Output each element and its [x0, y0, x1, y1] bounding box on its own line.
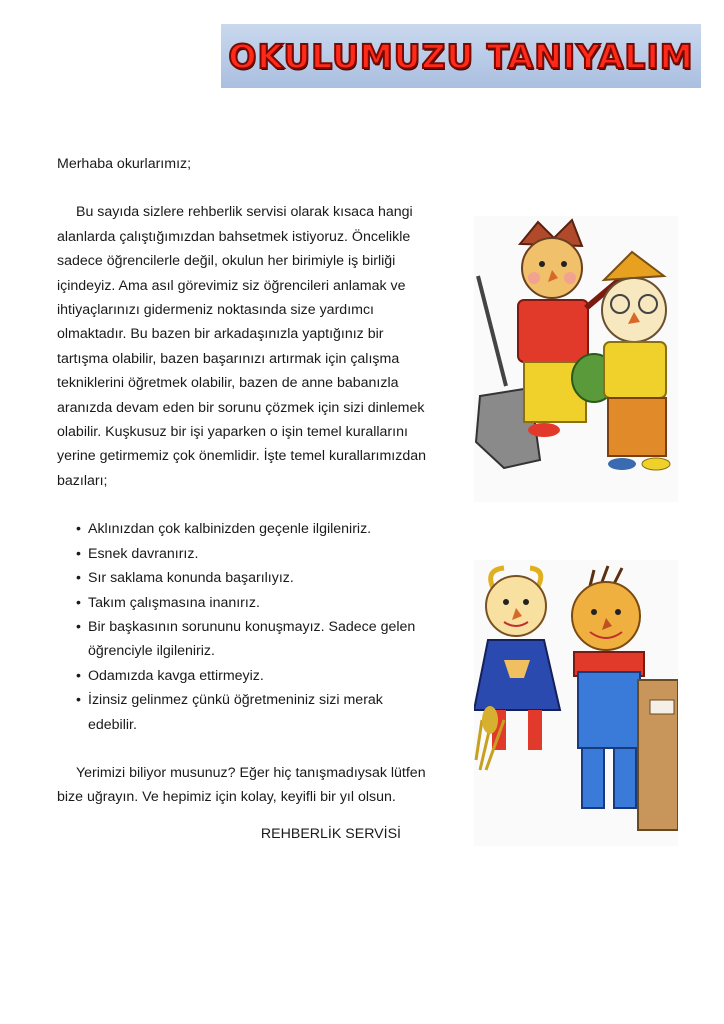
list-item: • Bir başkasının sorununu konuşmayız. Sadece gelen öğrenciyle ilgileniriz. — [76, 615, 429, 664]
list-item: • Sır saklama konunda başarılıyız. — [76, 566, 429, 590]
shoe — [528, 423, 560, 437]
rules-list — [57, 517, 429, 737]
shoe — [642, 458, 670, 470]
eye — [615, 609, 621, 615]
closing-paragraph: Yerimizi biliyor musunuz? Eğer hiç tanışmadıysak lütfen bize uğrayın. Ve hepimiz için kolay, keyifli bir yıl olsun. — [57, 764, 426, 806]
list-item: • Takım çalışmasına inanırız. — [76, 591, 429, 615]
signature: REHBERLİK SERVİSİ — [260, 825, 401, 842]
children-gardening-drawing-svg — [474, 216, 678, 502]
cheek — [528, 272, 540, 284]
shovel-handle — [478, 276, 506, 386]
children-harvest-drawing — [474, 560, 678, 846]
list-item: • Aklınızdan çok kalbinizden geçenle ilgileniriz. — [76, 517, 429, 541]
children-harvest-drawing-svg — [474, 560, 678, 846]
shirt — [518, 300, 588, 362]
page-title: OKULUMUZU TANIYALIM — [228, 36, 694, 76]
sack-label — [650, 700, 674, 714]
shoe — [608, 458, 636, 470]
cheek — [564, 272, 576, 284]
list-item: • Esnek davranırız. — [76, 542, 429, 566]
leg — [528, 710, 542, 750]
wheat-head — [482, 706, 498, 734]
eye — [539, 261, 545, 267]
face — [572, 582, 640, 650]
greeting: Merhaba okurlarımız; — [57, 156, 192, 172]
shirt — [604, 342, 666, 398]
children-gardening-drawing — [474, 216, 678, 502]
intro-paragraph: Bu sayıda sizlere rehberlik servisi olarak kısaca hangi alanlarda çalıştığımızdan bahsetmek istiyoruz. Öncelikle sadece öğrencilerle değil, okulun her birimiyle iş birliği içindeyiz. Ama asıl görevimiz siz öğrencileri anlamak ve ihtiyaçlarınızı gidermeniz noktasında size yardımcı olmaktadır. Bu bazen bir arkadaşınızla yaptığınız bir tartışma olabilir, bazen başarınızı artırmak için çalışma tekniklerini öğretmek olabilir, bazen de anne babanızla aranızda devam eden bir sorunu çözmek için sizi dinlemek olabilir. Kuşkusuz bir işi yaparken o işin temel kurallarını yerine getirmemiz çok önemlidir. İşte temel kurallarımızdan bazıları; — [57, 204, 427, 489]
pants — [608, 398, 666, 456]
overalls — [578, 672, 640, 748]
face — [522, 238, 582, 298]
eye — [591, 609, 597, 615]
header-banner — [221, 24, 701, 88]
hat — [604, 252, 664, 280]
list-item: • Odamızda kavga ettirmeyiz. — [76, 664, 429, 688]
eye — [561, 261, 567, 267]
face — [602, 278, 666, 342]
eye — [503, 599, 509, 605]
list-item: • İzinsiz gelinmez çünkü öğretmeniniz sizi merak edebilir. — [76, 688, 429, 737]
eye — [523, 599, 529, 605]
letter-body — [57, 152, 429, 846]
leg — [614, 748, 636, 808]
leg — [582, 748, 604, 808]
